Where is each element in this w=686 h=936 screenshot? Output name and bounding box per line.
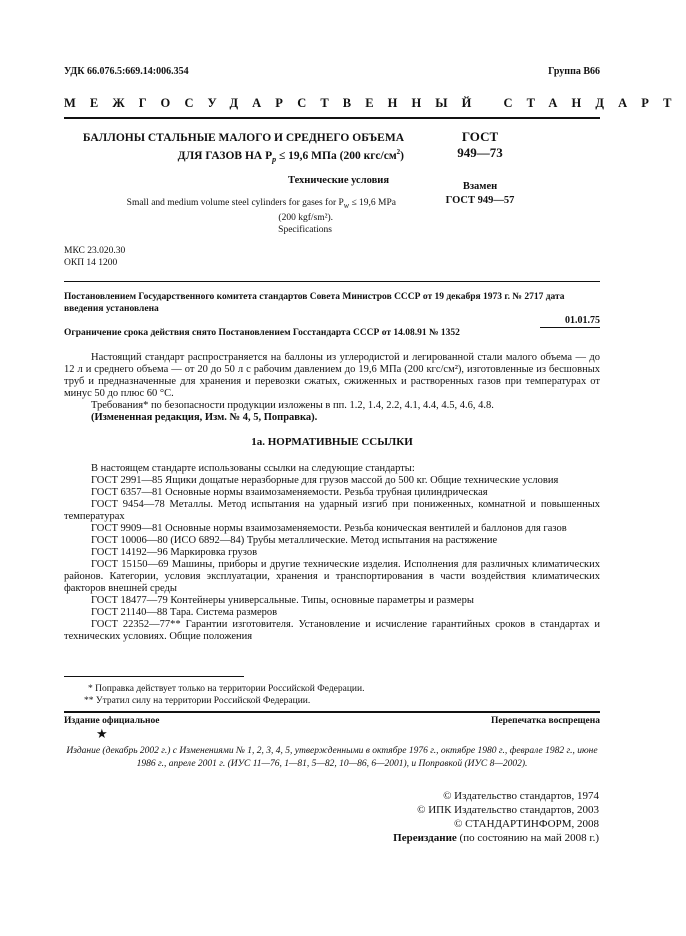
english-title-line-3: Specifications	[278, 224, 332, 235]
reference-item: ГОСТ 10006—80 (ИСО 6892—84) Трубы металлические. Метод испытания на растяжение	[91, 535, 498, 546]
footer-rule	[64, 711, 600, 713]
reissue-line: Переиздание (по состоянию на май 2008 г.)	[393, 832, 599, 844]
mks-code: МКС 23.020.30	[64, 246, 126, 256]
restriction-text: Ограничение срока действия снято Постановлением Госстандарта СССР от 14.08.91 № 1352	[64, 328, 460, 338]
references-lead: В настоящем стандарте использованы ссылки на следующие стандарты:	[91, 463, 415, 474]
footnote-1: * Поправка действует только на территории Российской Федерации.	[88, 684, 365, 694]
reference-item: ГОСТ 15150—69 Машины, приборы и другие технические изделия. Исполнения для различных климатических районов. Категории, условия эксплуатации, хранения и транспортирования в части воздействия климатических факторов внешней среды	[64, 559, 600, 594]
replaces-block	[430, 180, 530, 208]
replaces-gost: ГОСТ 949—57	[445, 195, 515, 206]
title-line-2: ДЛЯ ГАЗОВ НА $P_р \le 19,6$ МПа (200 кгс/$см^2$)	[177, 148, 404, 165]
reference-item: ГОСТ 9909—81 Основные нормы взаимозаменяемости. Резьба коническая вентилей и баллонов для газов	[91, 523, 567, 534]
doc-title	[64, 131, 404, 167]
english-title-line-1: Small and medium volume steel cylinders for gases for $P_w \le 19,6$ MPa	[126, 198, 396, 210]
decree-text: Постановлением Государственного комитета стандартов Совета Министров СССР от 19 декабря 1973 г. № 2717 дата введения установлена	[64, 292, 565, 314]
replaces-label: Взамен	[462, 181, 498, 192]
banner-rule	[64, 117, 600, 119]
english-title-line-2: (200 kgf/sm²).	[278, 212, 333, 223]
doc-subtitle: Технические условия	[287, 175, 389, 186]
reference-item: ГОСТ 22352—77** Гарантии изготовителя. Установление и исчисление гарантийных сроков в стандартах и технических условиях. Общие положения	[64, 619, 600, 642]
reference-item: ГОСТ 18477—79 Контейнеры универсальные. Типы, основные параметры и размеры	[91, 595, 474, 606]
header-divider	[64, 281, 600, 282]
gost-number: 949—73	[457, 145, 503, 160]
footnote-rule	[64, 676, 244, 677]
reference-item: ГОСТ 14192—96 Маркировка грузов	[91, 547, 258, 558]
english-title	[64, 197, 396, 236]
gost-code: ГОСТ	[461, 129, 499, 144]
reference-item: ГОСТ 9454—78 Металлы. Метод испытания на ударный изгиб при пониженных, комнатной и повышенных температурах	[64, 499, 600, 522]
title-line-1: БАЛЛОНЫ СТАЛЬНЫЕ МАЛОГО И СРЕДНЕГО ОБЪЕМА	[82, 132, 404, 144]
okp-code: ОКП 14 1200	[64, 258, 118, 268]
official-edition: Издание официальное	[64, 716, 160, 726]
scope-paragraph: Настоящий стандарт распространяется на баллоны из углеродистой и легированной стали малого объема — до 12 л и среднего объема — от 20 до 50 л с рабочим давлением до 19,6 МПа (200 кгс/см²), изготовленные из бесшовных труб и предназначенные для хранения и перевозки сжатых, сжиженных и растворенных газов при температурах от минус 50 до плюс 60 °С.	[64, 352, 600, 399]
footnote-2: ** Утратил силу на территории Российской Федерации.	[84, 696, 311, 706]
introduction-date: 01.01.75	[540, 315, 600, 328]
section-heading: 1а. НОРМАТИВНЫЕ ССЫЛКИ	[251, 436, 413, 448]
star-icon: ★	[96, 726, 108, 741]
udk-code: УДК 66.076.5:669.14:006.354	[64, 66, 189, 77]
banner-word-interstate: МЕЖГОСУДАРСТВЕННЫЙ	[64, 96, 486, 110]
copyright-block	[300, 789, 599, 845]
reprint-prohibited: Перепечатка воспрещена	[490, 716, 600, 726]
edition-note: Издание (декабрь 2002 г.) с Изменениями № 1, 2, 3, 4, 5, утвержденными в октябре 1976 г., октябре 1980 г., феврале 1982 г., июне 1986 г., апреле 2001 г. (ИУС 11—76, 1—81, 5—82, 10—86, 6—2001), и Поправкой (ИУС 8—2002).	[66, 746, 598, 769]
gost-number-block	[430, 129, 530, 161]
references-list	[64, 475, 600, 643]
copyright-2: © ИПК Издательство стандартов, 2003	[417, 804, 599, 816]
copyright-1: © Издательство стандартов, 1974	[443, 790, 599, 802]
standard-banner	[64, 96, 686, 111]
group-code: Группа В66	[548, 66, 600, 77]
reference-item: ГОСТ 6357—81 Основные нормы взаимозаменяемости. Резьба трубная цилиндрическая	[91, 487, 488, 498]
banner-word-standard: СТАНДАРТ	[503, 96, 686, 110]
classifiers	[64, 245, 125, 269]
footnotes	[64, 683, 600, 707]
revision-note: (Измененная редакция, Изм. № 4, 5, Поправка).	[91, 412, 318, 423]
copyright-3: © СТАНДАРТИНФОРМ, 2008	[454, 818, 599, 830]
reference-item: ГОСТ 21140—88 Тара. Система размеров	[91, 607, 278, 618]
requirements-paragraph: Требования* по безопасности продукции изложены в пп. 1.2, 1.4, 2.2, 4.1, 4.4, 4.5, 4.6, 4.8.	[91, 400, 494, 411]
reference-item: ГОСТ 2991—85 Ящики дощатые неразборные для грузов массой до 500 кг. Общие технические условия	[91, 475, 559, 486]
